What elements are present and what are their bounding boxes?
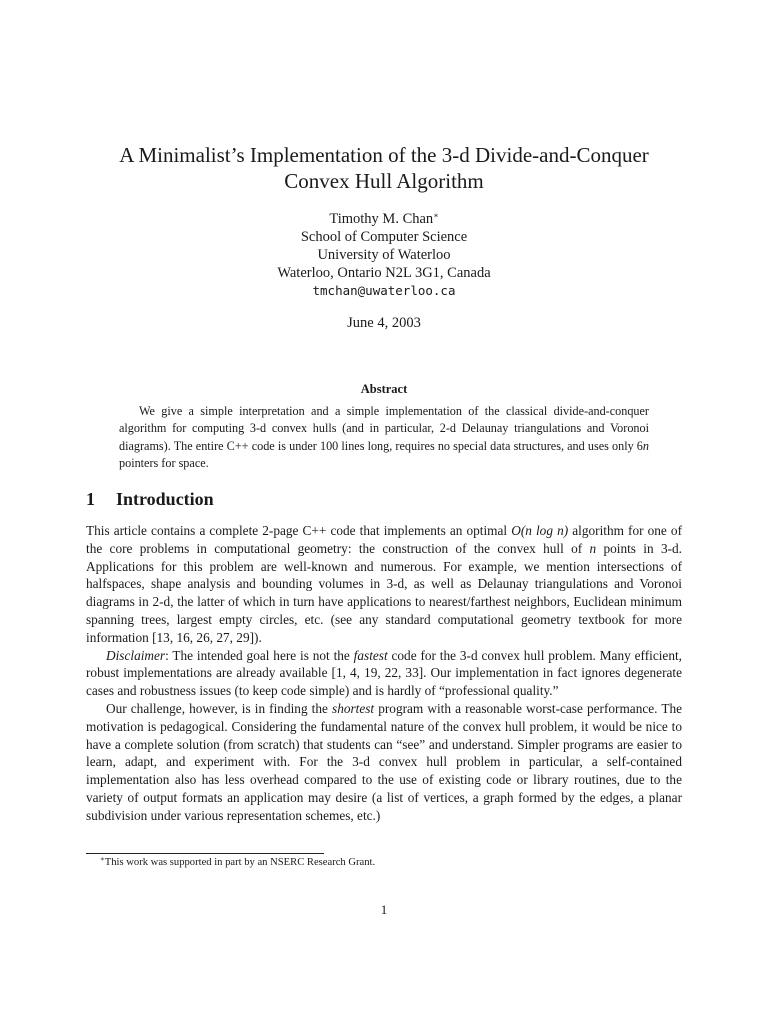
paragraph-2-text-b: code for the 3-d convex hull problem. Many efficient, robust implementations are already available [1, 4, 19, 22, 33]. Our implementation in fact ignores degenerate cases and robustness issues (to keep code simple) and is hardly of “professional quality.” xyxy=(86,647,682,699)
section-title: Introduction xyxy=(116,489,214,509)
author-block xyxy=(160,210,608,300)
abstract-heading: Abstract xyxy=(360,382,408,396)
paragraph-1-text-b: algorithm for one of the core problems in computational geometry: the construction of the convex hull of xyxy=(86,523,683,556)
page-number: 1 xyxy=(380,902,388,917)
paragraph-2-text-a: : The intended goal here is not the xyxy=(165,647,354,663)
abstract-text xyxy=(119,403,649,472)
title-line-1: A Minimalist’s Implementation of the 3-d Divide-and-Conquer xyxy=(119,143,649,167)
footnote xyxy=(86,856,682,870)
paragraph-3-text-b: program with a reasonable worst-case performance. The motivation is pedagogical. Considering the fundamental nature of the convex hull problem, it would be nice to have a complete solution (from scratch) that students can “see” and understand. Simpler programs are easier to learn, adapt, and experiment with. For the 3-d convex hull problem in particular, a self-contained implementation also has less overhead compared to the use of existing code or library routines, due to the variety of output formats an application may desire (a list of vertices, a graph formed by the edges, a planar subdivision under various representation schemes, etc.) xyxy=(86,700,682,823)
author-name: Timothy M. Chan xyxy=(329,211,434,227)
emphasis-fastest: fastest xyxy=(353,647,388,663)
math-var-n: n xyxy=(589,540,597,556)
author-line xyxy=(160,210,608,228)
big-o-notation: O(n log n) xyxy=(511,523,569,538)
paper-title xyxy=(60,142,708,194)
paragraph-3-text-a: Our challenge, however, is in finding the xyxy=(106,700,333,716)
abstract-math-var: n xyxy=(642,438,649,453)
paragraph-3 xyxy=(86,700,682,825)
title-line-2: Convex Hull Algorithm xyxy=(284,169,484,193)
affiliation-line-2: University of Waterloo xyxy=(317,247,451,263)
emphasis-shortest: shortest xyxy=(332,700,375,716)
author-email: tmchan@uwaterloo.ca xyxy=(312,283,456,298)
paper-date: June 4, 2003 xyxy=(347,315,421,331)
section-number: 1 xyxy=(86,489,95,509)
footnote-rule xyxy=(86,853,324,854)
disclaimer-label: Disclaimer xyxy=(106,647,166,663)
paragraph-1 xyxy=(86,522,682,647)
affiliation-line-1: School of Computer Science xyxy=(300,229,468,245)
paragraph-2 xyxy=(86,647,682,700)
footnote-text: This work was supported in part by an NSERC Research Grant. xyxy=(104,857,376,868)
paragraph-1-text-a: This article contains a complete 2-page C++ code that implements an optimal xyxy=(86,523,512,538)
author-footnote-mark: ∗ xyxy=(433,211,439,220)
abstract-text-part-2: pointers for space. xyxy=(119,455,209,470)
paragraph-1-text-c: points in 3-d. Applications for this problem are well-known and numerous. For example, we mention intersections of halfspaces, shape analysis and bounding volumes in 3-d, as well as Delaunay triangulations and Voronoi diagrams in 2-d, the latter of which in turn have applications to nearest/farthest neighbors, Euclidean minimum spanning trees, largest empty circles, etc. (see any standard computational geometry textbook for more information [13, 16, 26, 27, 29]). xyxy=(86,540,683,645)
section-heading xyxy=(86,488,214,510)
body-text xyxy=(86,522,682,825)
abstract-text-part-1: We give a simple interpretation and a simple implementation of the classical divide-and-conquer algorithm for computing 3-d convex hulls (and in particular, 2-d Delaunay triangulations and Voronoi diagrams). The entire C++ code is under 100 lines long, requires no special data structures, and uses only 6 xyxy=(119,404,649,453)
affiliation-line-3: Waterloo, Ontario N2L 3G1, Canada xyxy=(277,265,491,281)
footnote-mark: ∗ xyxy=(100,855,105,863)
